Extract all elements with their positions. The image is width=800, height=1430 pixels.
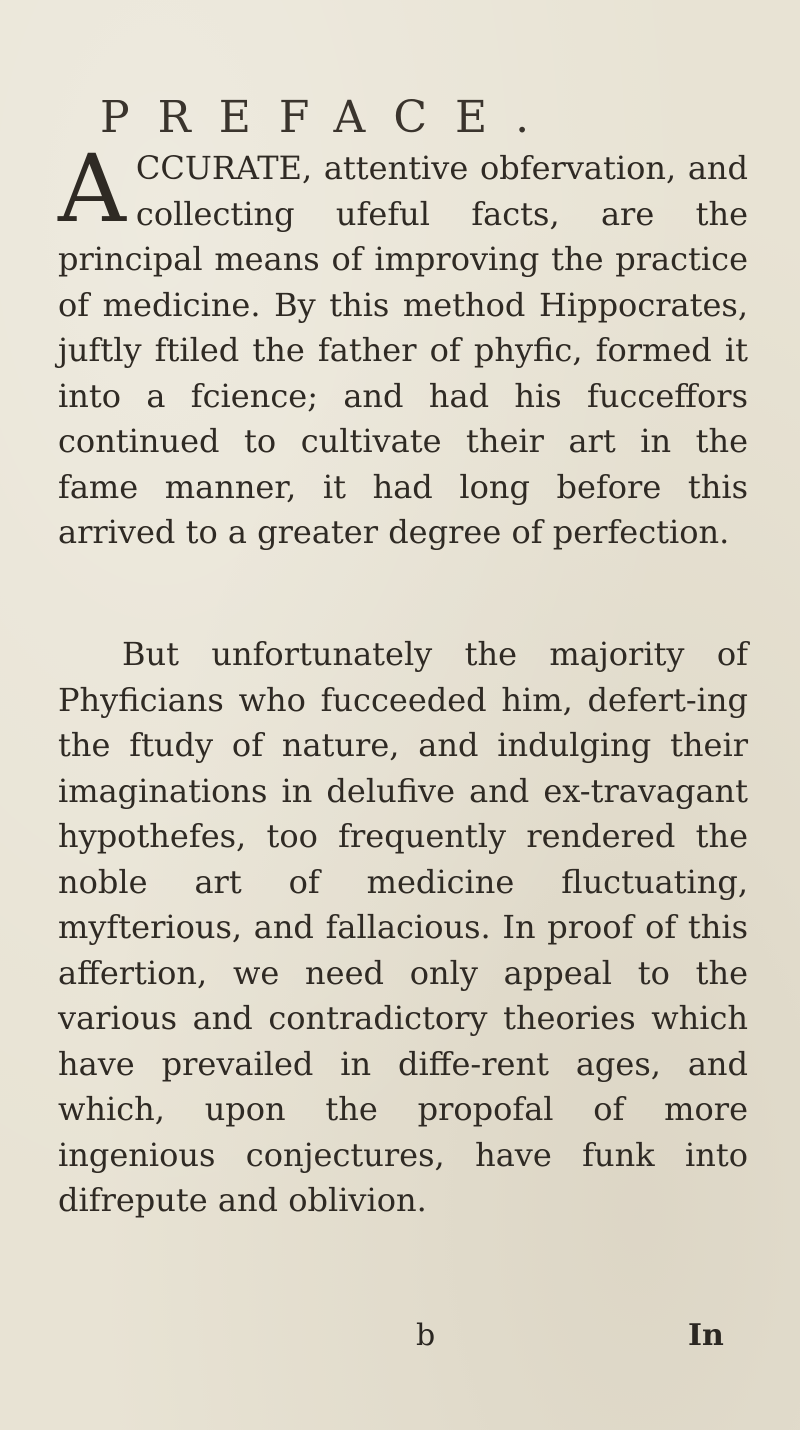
page-heading: PREFACE.	[100, 92, 558, 143]
paragraph-1	[58, 135, 748, 556]
catchword: In	[688, 1318, 724, 1353]
paragraph-1-text: CCURATE, attentive obfervation, and collecting ufeful facts, are the principal means of improving the practice of medicine. By this method Hippocrates, juftly ftiled the father of phyfic, formed it into a fcience; and had his fucceffors continued to cultivate their art in the fame manner, it had long before this arrived to a greater degree of perfection.	[58, 149, 748, 551]
drop-cap-initial: A	[58, 135, 126, 244]
signature-mark: b	[416, 1318, 436, 1353]
paragraph-2-text: But unfortunately the majority of Phyficians who fucceeded him, defert-ing the ftudy of nature, and indulging their imaginations in delufive and ex-travagant hypothefes, too frequently rendered the noble art of medicine fluctuating, myfterious, and fallacious. In proof of this affertion, we need only appeal to the various and contradictory theories which have prevailed in diffe-rent ages, and which, upon the propofal of more ingenious conjectures, have funk into difrepute and oblivion.	[58, 635, 748, 1219]
paragraph-2	[58, 632, 748, 1224]
page-footer	[0, 1318, 800, 1368]
